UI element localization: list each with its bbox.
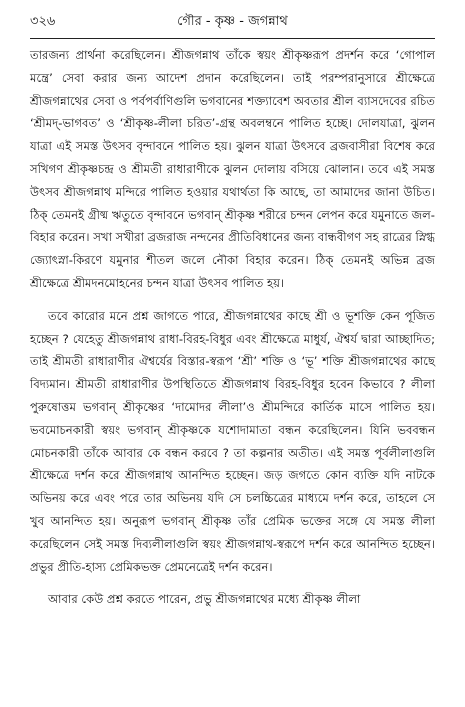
header-rule (30, 38, 435, 39)
paragraph: আবার কেউ প্রশ্ন করতে পারেন, প্রভু শ্রীজগন্নাথের মধ্যে শ্রীকৃষ্ণ লীলা (48, 592, 361, 607)
page-number: ৩২৬ (30, 14, 56, 29)
paragraph: তারজন্য প্রার্থনা করেছিলেন। শ্রীজগন্নাথ তাঁকে স্বয়ং শ্রীকৃষ্ণরূপ প্রদর্শন করে ‘গোপাল মন্ত্রে’ সেবা করার জন্য আদেশ প্রদান করেছিলেন। তাই পরম্পরানুসারে শ্রীক্ষেত্রে শ্রীজগন্নাথের সেবা ও পর্বপর্বাণিগুলি ভগবানের শক্ত্যাবেশ অবতার শ্রীল ব্যাসদেবের রচিত ‘শ্রীমদ্-ভাগবত’ ও ‘শ্রীকৃষ্ণ-লীলা চরিত’-গ্রন্থ অবলম্বনে পালিত হচ্ছে। দোলযাত্রা, ঝুলন যাত্রা এই সমস্ত উৎসব বৃন্দাবনে পালিত হয়। ঝুলন যাত্রা উৎসবে ব্রজবাসীরা বিশেষ করে সখিগণ শ্রীকৃষ্ণচন্দ্র ও শ্রীমতী রাধারাণীকে ঝুলন দোলায় বসিয়ে ঝোলান। তবে এই সমস্ত উৎসব শ্রীজগন্নাথ মন্দিরে পালিত হওয়ার যথার্থতা কি আছে, তা আমাদের জানা উচিত। ঠিক্ তেমনই গ্রীষ্ম ঋতুতে বৃন্দাবনে ভগবান্ শ্রীকৃষ্ণ শরীরে চন্দন লেপন করে যমুনাতে জল-বিহার করেন। সখা সখীরা ব্রজরাজ নন্দনের প্রীতিবিধানের জন্য বান্ধবীগণ সহ রাত্রের স্নিগ্ধ জ্যোৎস্না-কিরণে যমুনার শীতল জলে নৌকা বিহার করেন। ঠিক্ তেমনই অভিন্ন ব্রজ শ্রীক্ষেত্রে শ্রীমদনমোহনের চন্দন যাত্রা উৎসব পালিত হয়। (30, 48, 435, 290)
page-header (0, 12, 465, 34)
paragraph: তবে কারোর মনে প্রশ্ন জাগতে পারে, শ্রীজগন্নাথের কাছে শ্রী ও ভূশক্তি কেন পূজিত হচ্ছেন ? যেহেতু শ্রীজগন্নাথ রাধা-বিরহ-বিধুর এবং শ্রীক্ষেত্রে মাধুর্য, ঐশ্বর্য দ্বারা আচ্ছাদিত; তাই শ্রীমতী রাধারাণীর ঐশ্বর্যের বিস্তার-স্বরূপ ‘শ্রী’ শক্তি ও ‘ভূ’ শক্তি শ্রীজগন্নাথের কাছে বিদ্যমান। শ্রীমতী রাধারাণীর উপস্থিতিতে শ্রীজগন্নাথ বিরহ-বিধুর হবেন কিভাবে ? লীলা পুরুষোত্তম ভগবান্ শ্রীকৃষ্ণের ‘দামোদর লীলা’ও শ্রীমন্দিরে কার্তিক মাসে পালিত হয়। ভবমোচনকারী স্বয়ং ভগবান্ শ্রীকৃষ্ণকে যশোদামাতা বন্ধন করেছিলেন। যিনি ভববন্ধন মোচনকারী তাঁকে আবার কে বন্ধন করবে ? তা কল্পনার অতীত। এই সমস্ত পূর্বলীলাগুলি শ্রীক্ষেত্রে দর্শন করে শ্রীজগন্নাথ আনন্দিত হচ্ছেন। জড় জগতে কোন ব্যক্তি যদি নাটকে অভিনয় করে এবং পরে তার অভিনয় যদি সে চলচ্চিত্রের মাধ্যমে দর্শন করে, তাহলে সে খুব আনন্দিত হয়। অনুরূপ ভগবান্ শ্রীকৃষ্ণ তাঁর প্রেমিক ভক্তের সঙ্গে যে সমস্ত লীলা করেছিলেন সেই সমস্ত দিব্যলীলাগুলি স্বয়ং শ্রীজগন্নাথ-স্বরূপে দর্শন করে আনন্দিত হচ্ছেন। প্রভুর প্রীতি-হাস্য প্রেমিকভক্ত প্রেমনেত্রেই দর্শন করেন। (30, 308, 435, 574)
page-body (30, 44, 435, 621)
running-title: গৌর - কৃষ্ণ - জগন্নাথ (177, 14, 288, 29)
